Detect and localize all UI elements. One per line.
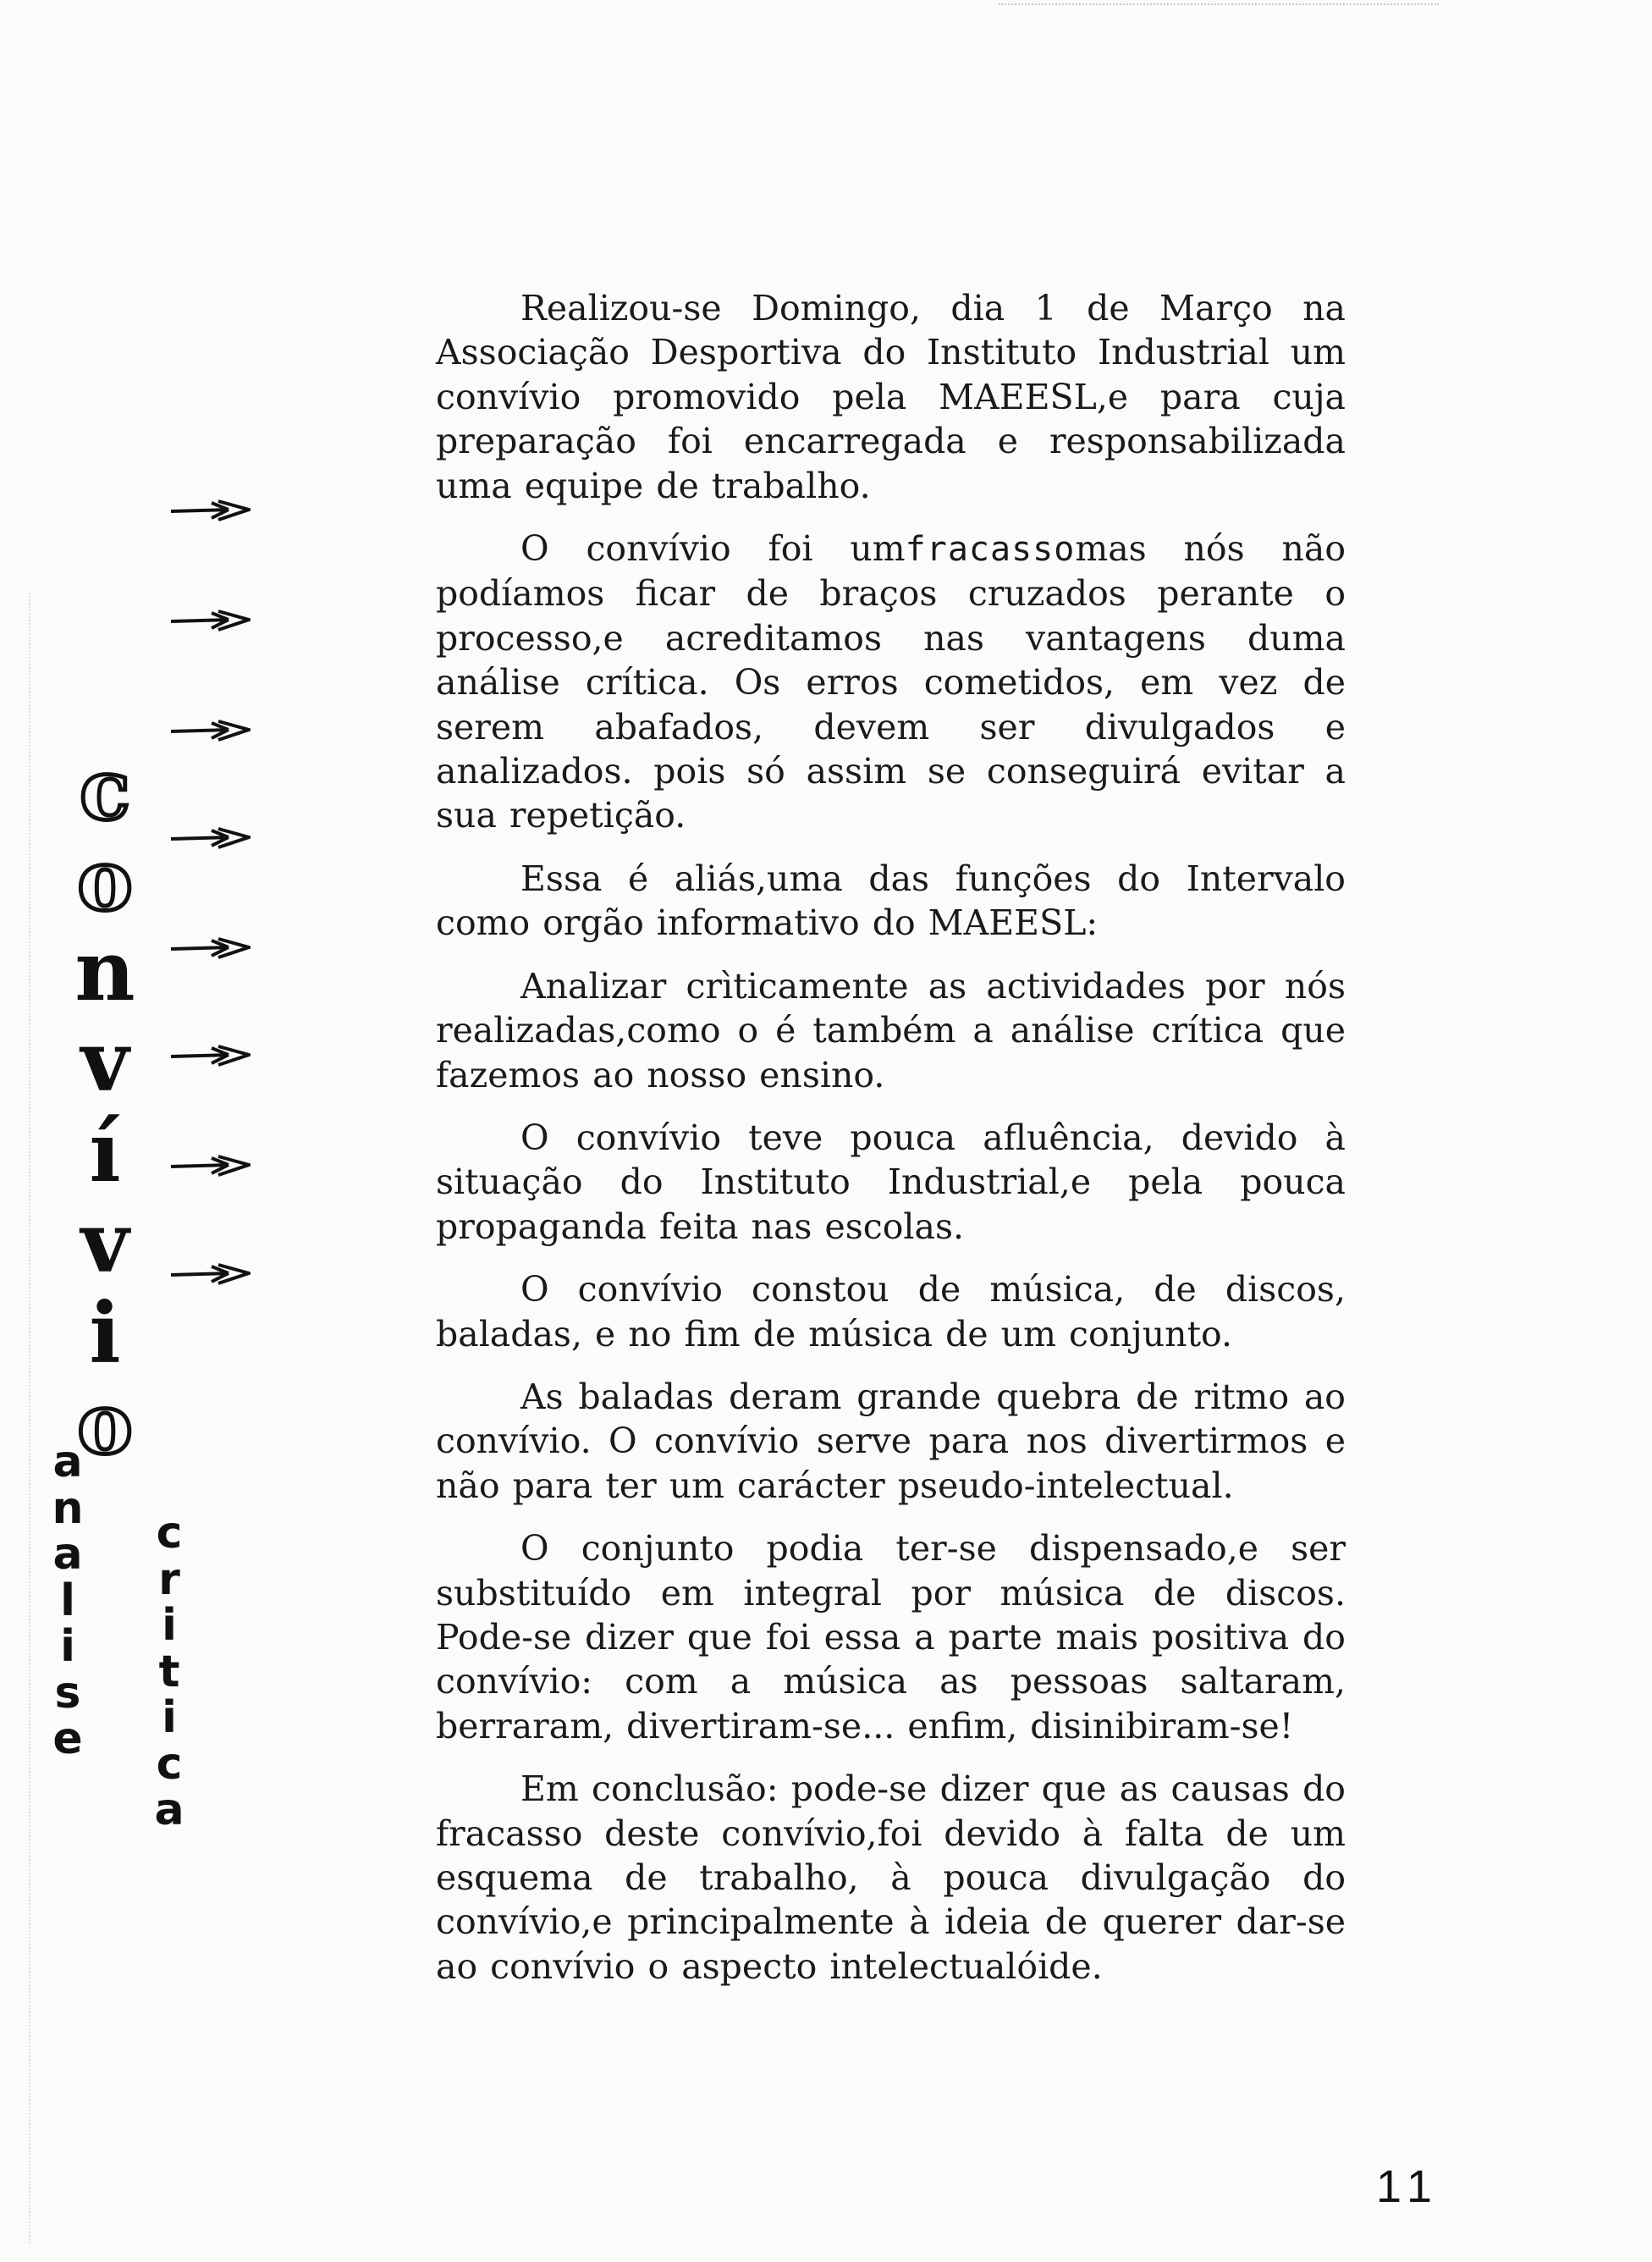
article-body: [436, 286, 1346, 2007]
arrow-icon: [169, 1153, 251, 1178]
subtitle-letter: a: [52, 1437, 83, 1487]
subtitle-letter: i: [162, 1600, 177, 1651]
title-letter: v: [80, 1013, 129, 1111]
title-letter: í: [89, 1104, 121, 1201]
arrow-icon: [169, 718, 251, 743]
title-letter: c: [80, 742, 130, 839]
subtitle-letter: l: [60, 1575, 75, 1626]
title-letter: v: [80, 1194, 129, 1292]
arrow-icon: [169, 498, 251, 523]
vertical-word-analise: [42, 1439, 93, 1763]
vertical-title: [54, 742, 156, 1473]
article-paragraph: Analizar crìticamente as actividades por nós realizadas,como o é também a análise crítica que fazemos ao nosso ensino.: [436, 965, 1346, 1095]
subtitle-letter: e: [52, 1713, 83, 1764]
subtitle-letter: c: [156, 1508, 183, 1559]
subtitle-letter: c: [156, 1738, 183, 1790]
subtitle-letter: a: [52, 1529, 83, 1580]
scan-mark-left: [29, 593, 32, 2243]
page-number: 11: [1376, 2161, 1441, 2212]
article-paragraph: Em conclusão: pode-se dizer que as causas do fracasso deste convívio,foi devido à falta de um esquema de trabalho, à pouca divulgação do convívio,e principalmente à ideia de querer dar-se ao convívio o aspecto intelectualóide.: [436, 1768, 1346, 1987]
title-letter: n: [74, 923, 135, 1020]
article-paragraph: O conjunto podia ter-se dispensado,e ser substituído em integral por música de discos. Pode-se dizer que foi essa a parte mais positiva do convívio: com a música as pessoas saltaram, berraram, divertiram-se... enfim, disinibiram-se!: [436, 1528, 1346, 1746]
article-paragraph: O convívio teve pouca afluência, devido à situação do Instituto Industrial,e pela pouca propaganda feita nas escolas.: [436, 1117, 1346, 1247]
subtitle-letter: a: [154, 1785, 184, 1835]
article-paragraph: Essa é aliás,uma das funções do Intervalo como orgão informativo do MAEESL:: [436, 858, 1346, 944]
emphasized-word: fracasso: [905, 530, 1076, 570]
article-paragraph: As baladas deram grande quebra de ritmo ao convívio. O convívio serve para nos divertirmos e não para ter um carácter pseudo-intelectual.: [436, 1376, 1346, 1506]
arrow-icon: [169, 608, 251, 633]
arrow-icon: [169, 1043, 251, 1068]
paragraph-text: O convívio foi um: [520, 528, 906, 570]
title-letter: o: [77, 1376, 133, 1473]
subtitle-letter: n: [52, 1482, 84, 1534]
subtitle-letter: r: [158, 1553, 180, 1605]
title-letter: i: [89, 1285, 121, 1382]
subtitle-letter: i: [60, 1621, 75, 1672]
arrow-icon: [169, 935, 251, 961]
subtitle-letter: s: [54, 1667, 81, 1719]
article-paragraph: O convívio constou de música, de discos, baladas, e no fim de música de um conjunto.: [436, 1269, 1346, 1354]
arrow-icon: [169, 825, 251, 851]
subtitle-letter: t: [158, 1646, 180, 1697]
arrow-icon: [169, 1261, 251, 1287]
paragraph-text: mas nós não podíamos ficar de braços cruzados perante o processo,e acreditamos nas vantagens duma análise crítica. Os erros cometidos, em vez de serem abafados, devem ser divulgados e analizados. pois só assim se conseguirá evitar a sua repetição.: [436, 528, 1346, 836]
title-letter: o: [77, 832, 133, 930]
scan-mark-top: [999, 3, 1439, 8]
article-paragraph: Realizou-se Domingo, dia 1 de Março na Associação Desportiva do Instituto Industrial um convívio promovido pela MAEESL,e para cuja preparação foi encarregada e responsabilizada uma equipe de trabalho.: [436, 288, 1346, 506]
subtitle-letter: i: [162, 1692, 177, 1743]
vertical-word-critica: [144, 1510, 195, 1834]
article-paragraph: [436, 527, 1346, 838]
